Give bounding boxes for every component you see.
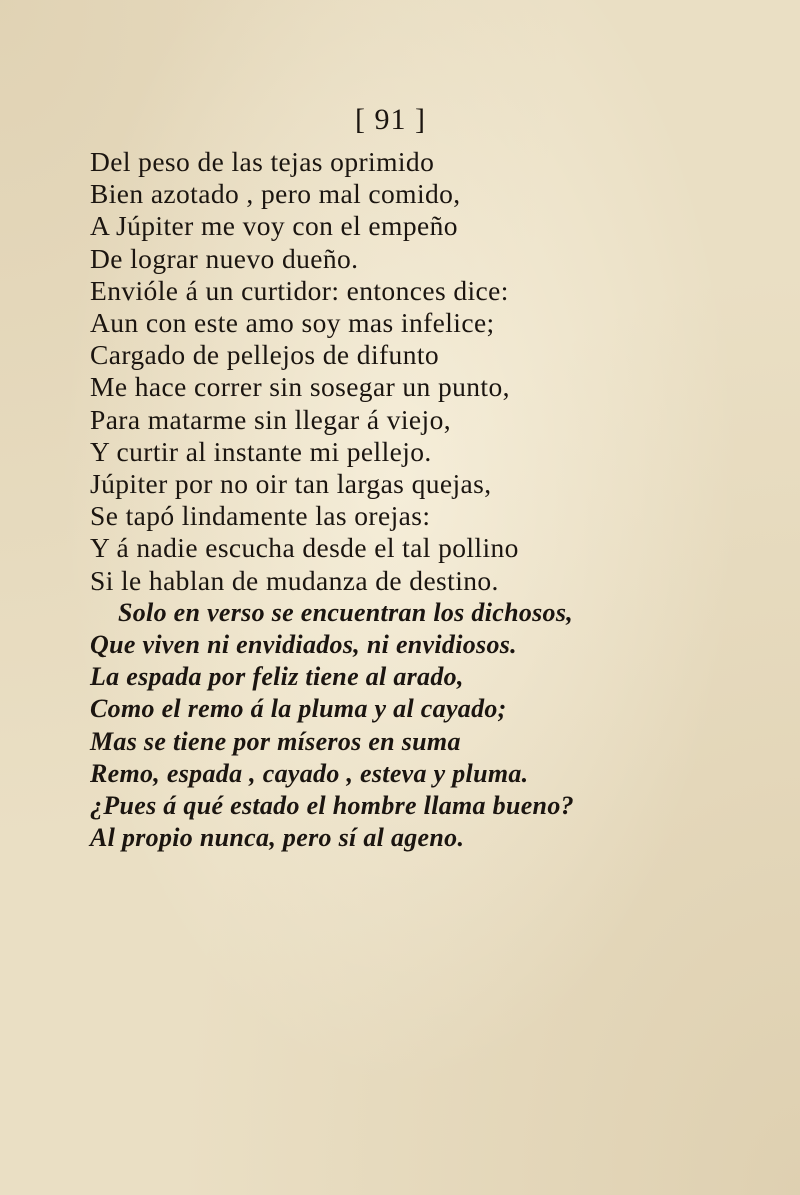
moral-line: Al propio nunca, pero sí al ageno.: [90, 823, 465, 853]
poem-line: Júpiter por no oir tan largas quejas,: [90, 468, 492, 500]
poem-line: Del peso de las tejas oprimido: [90, 146, 435, 177]
poem-line: Envióle á un curtidor: entonces dice:: [90, 274, 509, 306]
poem-text: [90, 146, 710, 854]
poem-line: A Júpiter me voy con el empeño: [90, 210, 458, 242]
poem-line: Cargado de pellejos de difunto: [90, 339, 440, 371]
poem-line: Y curtir al instante mi pellejo.: [90, 435, 432, 467]
poem-line: Para matarme sin llegar á viejo,: [90, 403, 451, 435]
moral-line: Que viven ni envidiados, ni envidiosos.: [90, 630, 517, 660]
poem-line: De lograr nuevo dueño.: [90, 242, 359, 274]
poem-line: Bien azotado , pero mal comido,: [90, 178, 461, 210]
moral-line: Mas se tiene por míseros en suma: [90, 726, 461, 756]
moral-line: Solo en verso se encuentran los dichosos,: [118, 597, 574, 627]
poem-line: Me hace correr sin sosegar un punto,: [90, 371, 510, 403]
moral-line: ¿Pues á qué estado el hombre llama bueno?: [90, 791, 574, 821]
moral-line: Como el remo á la pluma y al cayado;: [90, 694, 507, 724]
poem-line: Aun con este amo soy mas infelice;: [90, 307, 495, 339]
poem-line: Se tapó lindamente las orejas:: [90, 500, 431, 532]
moral-line: La espada por feliz tiene al arado,: [90, 662, 464, 692]
poem-line: Si le hablan de mudanza de destino.: [90, 564, 499, 596]
page-number: [ 91 ]: [355, 103, 426, 136]
moral-line: Remo, espada , cayado , esteva y pluma.: [90, 758, 529, 788]
poem-line: Y á nadie escucha desde el tal pollino: [90, 532, 519, 564]
